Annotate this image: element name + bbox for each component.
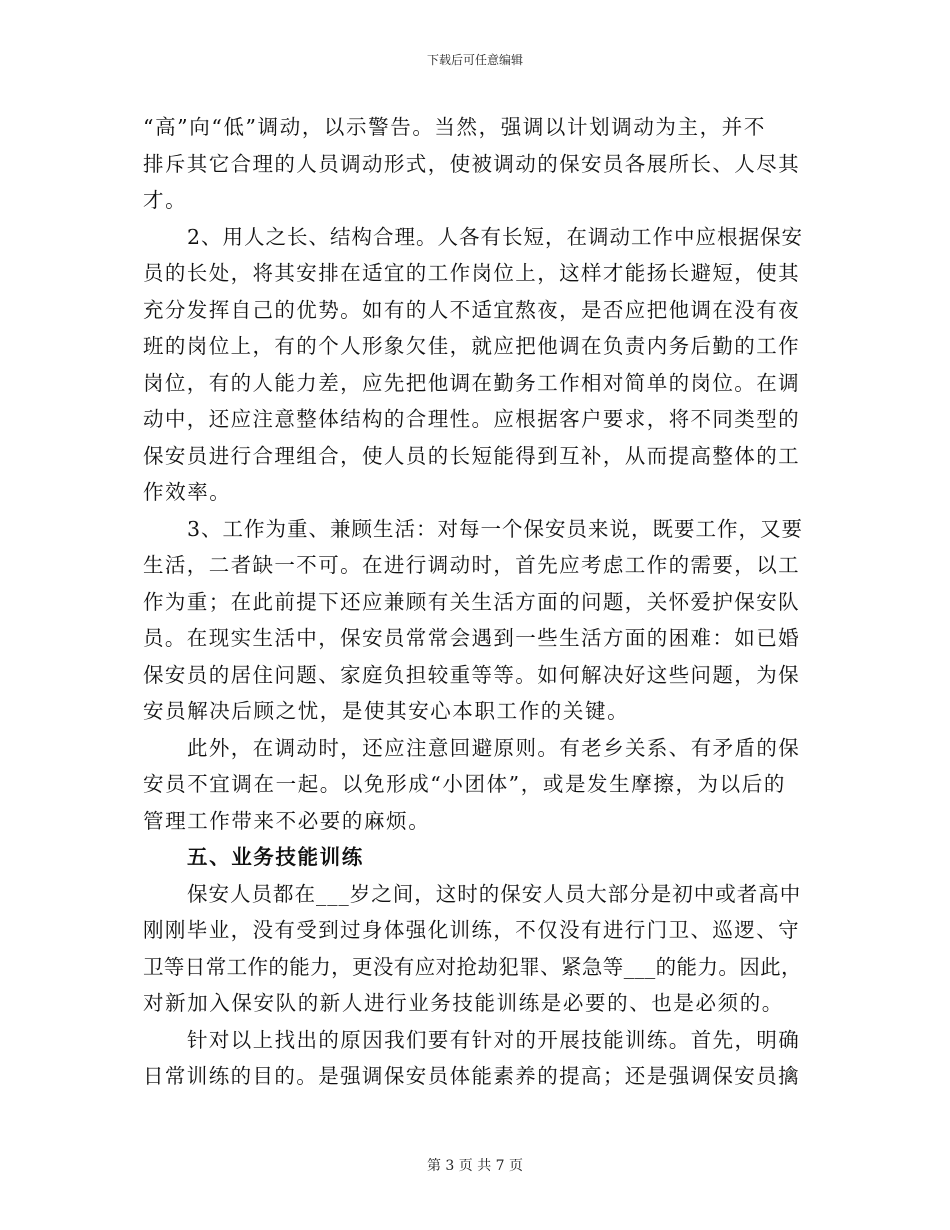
text-line: “高”向“低”调动，以示警告。当然，强调以计划调动为主，并不 (143, 115, 766, 139)
text-line: 保安人员都在___岁之间，这时的保安人员大部分是初中或者高中 (187, 881, 802, 906)
text-line: 针对以上找出的原因我们要有针对的开展技能训练。首先，明确 (187, 1027, 801, 1052)
text-line: 此外，在调动时，还应注意回避原则。有老乡关系、有矛盾的保 (187, 735, 801, 760)
document-body (143, 109, 803, 1095)
text-line: 对新加入保安队的新人进行业务技能训练是必要的、也是必须的。 (143, 991, 784, 1015)
text-line: 保安员的居住问题、家庭负担较重等等。如何解决好这些问题，为保 (143, 662, 800, 687)
paragraph-block (143, 109, 803, 1095)
text-line: 安员不宜调在一起。以免形成“小团体”，或是发生摩擦，为以后的 (143, 772, 786, 796)
text-line: 岗位，有的人能力差，应先把他调在勤务工作相对简单的岗位。在调 (143, 370, 800, 395)
text-line: 作效率。 (143, 480, 232, 504)
page-header: 下载后可任意编辑 (426, 53, 523, 67)
text-line: 员。在现实生活中，保安员常常会遇到一些生活方面的困难：如已婚 (143, 626, 800, 650)
text-line: 刚刚毕业，没有受到过身体强化训练，不仅没有进行门卫、巡逻、守 (143, 918, 800, 942)
text-line: 班的岗位上，有的个人形象欠佳，就应把他调在负责内务后勤的工作 (143, 334, 800, 358)
text-line: 才。 (143, 188, 188, 212)
text-line: 生活，二者缺一不可。在进行调动时，首先应考虑工作的需要，以工 (143, 553, 800, 577)
text-line: 安员解决后顾之忧，是使其安心本职工作的关键。 (143, 699, 630, 723)
page-footer: 第 3 页 共 7 页 (426, 1158, 524, 1174)
text-line: 管理工作带来不必要的麻烦。 (143, 808, 431, 833)
section-heading: 五、业务技能训练 (187, 845, 364, 869)
text-line: 2、用人之长、结构合理。人各有长短，在调动工作中应根据保安 (187, 224, 804, 249)
text-line: 作为重；在此前提下还应兼顾有关生活方面的问题，关怀爱护保安队 (143, 589, 800, 614)
text-line: 卫等日常工作的能力，更没有应对抢劫犯罪、紧急等___的能力。因此， (143, 954, 802, 979)
text-line: 动中，还应注意整体结构的合理性。应根据客户要求，将不同类型的 (143, 407, 800, 431)
text-line: 保安员进行合理组合，使人员的长短能得到互补，从而提高整体的工 (143, 443, 800, 468)
text-line: 充分发挥自己的优势。如有的人不适宜熬夜，是否应把他调在没有夜 (143, 297, 800, 322)
text-line: 排斥其它合理的人员调动形式，使被调动的保安员各展所长、人尽其 (143, 151, 800, 176)
text-line: 员的长处，将其安排在适宜的工作岗位上，这样才能扬长避短，使其 (143, 261, 800, 285)
text-line: 日常训练的目的。是强调保安员体能素养的提高；还是强调保安员擒 (143, 1064, 800, 1088)
text-line: 3、工作为重、兼顾生活：对每一个保安员来说，既要工作，又要 (187, 516, 804, 541)
